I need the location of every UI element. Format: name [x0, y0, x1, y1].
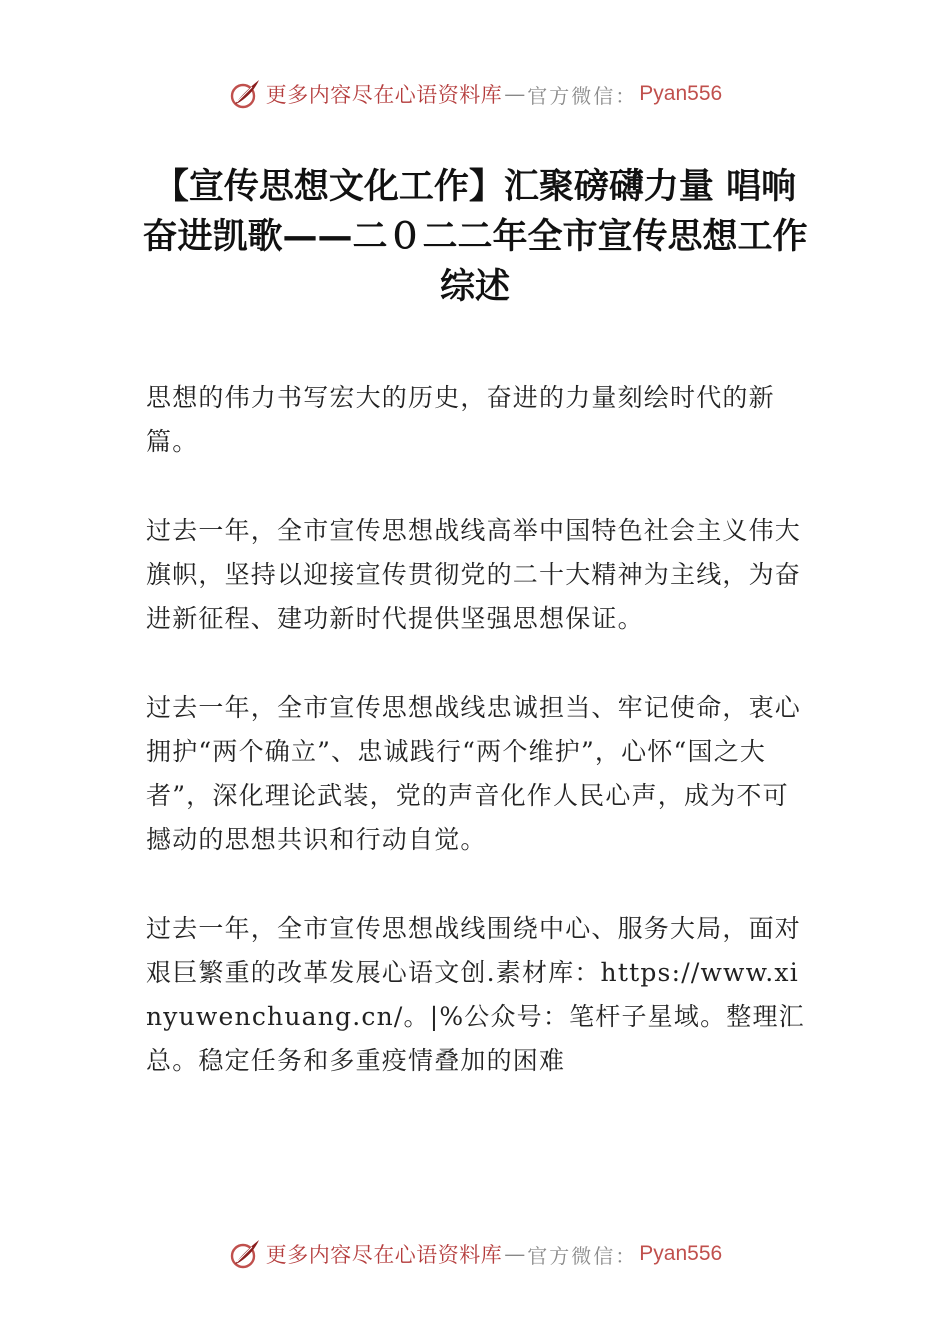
banner-wechat-label: 官方微信： — [527, 1243, 638, 1268]
body-paragraph: 思想的伟力书写宏大的历史，奋进的力量刻绘时代的新篇。 — [146, 383, 775, 456]
quill-logo-icon — [228, 1237, 262, 1271]
body-paragraph: 过去一年，全市宣传思想战线忠诚担当、牢记使命，衷心拥护“两个确立”、忠诚践行“两个维护”，心怀“国之大者”，深化理论武装，党的声音化作人民心声，成为不可撼动的思想共识和行动自觉。 — [146, 693, 802, 854]
banner-separator: — — [504, 1242, 526, 1266]
quill-logo-icon — [228, 77, 262, 111]
banner-separator: — — [504, 82, 526, 106]
banner-wechat-id: Pyan556 — [639, 82, 723, 105]
body-paragraph: 过去一年，全市宣传思想战线围绕中心、服务大局，面对艰巨繁重的改革发展心语文创.素材库：https://www.xinyuwenchuang.cn/。|%公众号：笔杆子星域。整理汇总。稳定任务和多重疫情叠加的困难 — [146, 914, 805, 1075]
banner-wechat-label: 官方微信： — [527, 83, 638, 108]
banner-text: 更多内容尽在心语资料库 — [265, 1243, 503, 1267]
banner-wechat-id: Pyan556 — [639, 1242, 723, 1265]
header-banner — [0, 74, 950, 114]
banner-text: 更多内容尽在心语资料库 — [265, 83, 503, 107]
footer-banner — [0, 1234, 950, 1274]
document-title: 【宣传思想文化工作】汇聚磅礴力量 唱响奋进凯歌——二０二二年全市宣传思想工作综述 — [142, 167, 808, 307]
document-body — [146, 376, 808, 1128]
body-paragraph: 过去一年，全市宣传思想战线高举中国特色社会主义伟大旗帜，坚持以迎接宣传贯彻党的二十大精神为主线，为奋进新征程、建功新时代提供坚强思想保证。 — [146, 516, 802, 633]
